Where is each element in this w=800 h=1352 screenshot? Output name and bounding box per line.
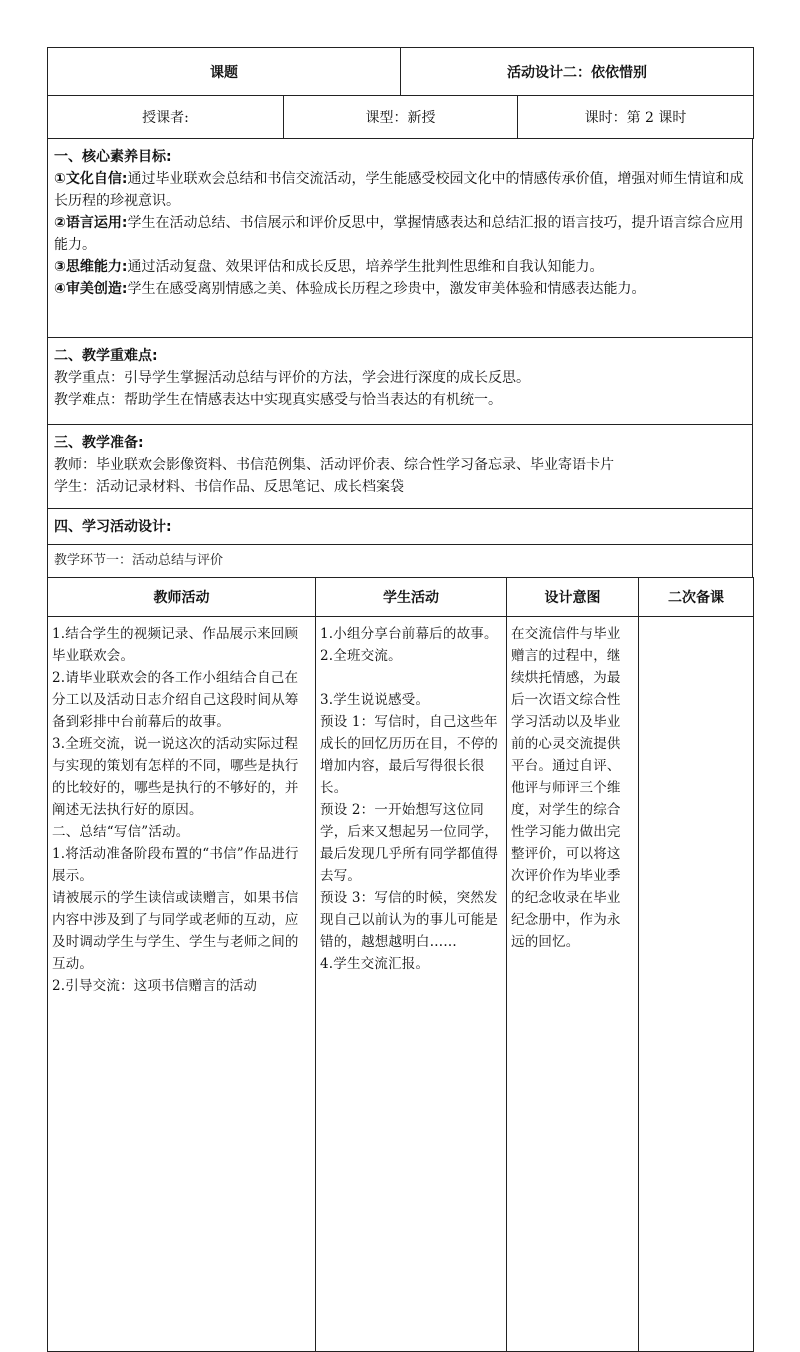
student-step: 预设 1：写信时，自己这些年成长的回忆历历在目，不停的增加内容，最后写得很长很长。 — [320, 714, 499, 796]
goal-item: ①文化自信:通过毕业联欢会总结和书信交流活动，学生能感受校园文化中的情感传承价值，增强对师生情谊和成长历程的珍视意识。 — [54, 171, 744, 209]
section-key-points — [48, 338, 753, 425]
activity-table — [47, 577, 754, 1352]
header-table — [47, 47, 754, 96]
section-title: 二、教学重难点: — [54, 348, 158, 364]
text-line: 学生：活动记录材料、书信作品、反思笔记、成长档案袋 — [54, 479, 404, 495]
section-title: 四、学习活动设计: — [54, 519, 172, 535]
teacher-step: 二、总结“写信”活动。 — [52, 824, 190, 840]
student-activity-cell — [316, 617, 507, 1352]
design-intent-cell — [507, 617, 639, 1352]
goal-item: ④审美创造:学生在感受离别情感之美、体验成长历程之珍贵中，激发审美体验和情感表达能力。 — [54, 281, 646, 297]
text-line: 教学难点：帮助学生在情感表达中实现真实感受与恰当表达的有机统一。 — [54, 392, 502, 408]
student-step: 预设 3：写信的时候，突然发现自己以前认为的事儿可能是错的，越想越明白…… — [320, 890, 499, 950]
topic-label: 课题 — [48, 48, 401, 96]
stage-label: 教学环节一：活动总结与评价 — [48, 545, 753, 578]
student-step: 4.学生交流汇报。 — [320, 956, 430, 972]
teacher-step: 2.请毕业联欢会的各工作小组结合自己在分工以及活动日志介绍自己这段时间从筹备到彩排中台前幕后的故事。 — [52, 670, 299, 730]
section-title: 一、核心素养目标: — [54, 149, 172, 165]
sections-table — [47, 138, 753, 578]
goal-item: ②语言运用:学生在活动总结、书信展示和评价反思中，掌握情感表达和总结汇报的语言技巧，提升语言综合应用能力。 — [54, 215, 744, 253]
text-line: 教学重点：引导学生掌握活动总结与评价的方法，学会进行深度的成长反思。 — [54, 370, 530, 386]
lesson-type-field: 课型：新授 — [284, 96, 518, 139]
goal-item: ③思维能力:通过活动复盘、效果评估和成长反思，培养学生批判性思维和自我认知能力。 — [54, 259, 604, 275]
col-design-intent: 设计意图 — [507, 578, 639, 617]
teacher-step: 2.引导交流：这项书信赠言的活动 — [52, 978, 258, 994]
second-prep-cell — [639, 617, 754, 1352]
col-second-prep: 二次备课 — [639, 578, 754, 617]
student-step — [320, 667, 502, 689]
topic-value: 活动设计二：依依惜别 — [401, 48, 754, 96]
teacher-step: 3.全班交流，说一说这次的活动实际过程与实现的策划有怎样的不同，哪些是执行的比较好的，哪些是执行的不够好的，并阐述无法执行好的原因。 — [52, 736, 299, 818]
section-core-goals — [48, 139, 753, 338]
section-activity-design — [48, 509, 753, 545]
student-step: 2.全班交流。 — [320, 648, 402, 664]
info-table — [47, 95, 754, 139]
teacher-step: 1.结合学生的视频记录、作品展示来回顾毕业联欢会。 — [52, 626, 299, 664]
section-title: 三、教学准备: — [54, 435, 144, 451]
teacher-activity-cell — [48, 617, 316, 1352]
lesson-plan-page — [47, 47, 753, 1352]
text-line: 教师：毕业联欢会影像资料、书信范例集、活动评价表、综合性学习备忘录、毕业寄语卡片 — [54, 457, 614, 473]
period-field: 课时：第 2 课时 — [518, 96, 754, 139]
section-preparation — [48, 425, 753, 509]
student-step: 3.学生说说感受。 — [320, 692, 430, 708]
col-teacher-activity: 教师活动 — [48, 578, 316, 617]
teacher-field: 授课者: — [48, 96, 284, 139]
design-intent-text: 在交流信件与毕业赠言的过程中，继续烘托情感，为最后一次语文综合性学习活动以及毕业前的心灵交流提供平台。通过自评、他评与师评三个维度，对学生的综合性学习能力做出完整评价，可以将这次评价作为毕业季的纪念收录在毕业纪念册中，作为永远的回忆。 — [511, 626, 621, 950]
student-step: 预设 2：一开始想写这位同学，后来又想起另一位同学，最后发现几乎所有同学都值得去写。 — [320, 802, 499, 884]
teacher-step: 请被展示的学生读信或读赠言，如果书信内容中涉及到了与同学或老师的互动，应及时调动学生与学生、学生与老师之间的互动。 — [52, 890, 299, 972]
col-student-activity: 学生活动 — [316, 578, 507, 617]
teacher-step: 1.将活动准备阶段布置的“书信”作品进行展示。 — [52, 846, 299, 884]
student-step: 1.小组分享台前幕后的故事。 — [320, 626, 498, 642]
